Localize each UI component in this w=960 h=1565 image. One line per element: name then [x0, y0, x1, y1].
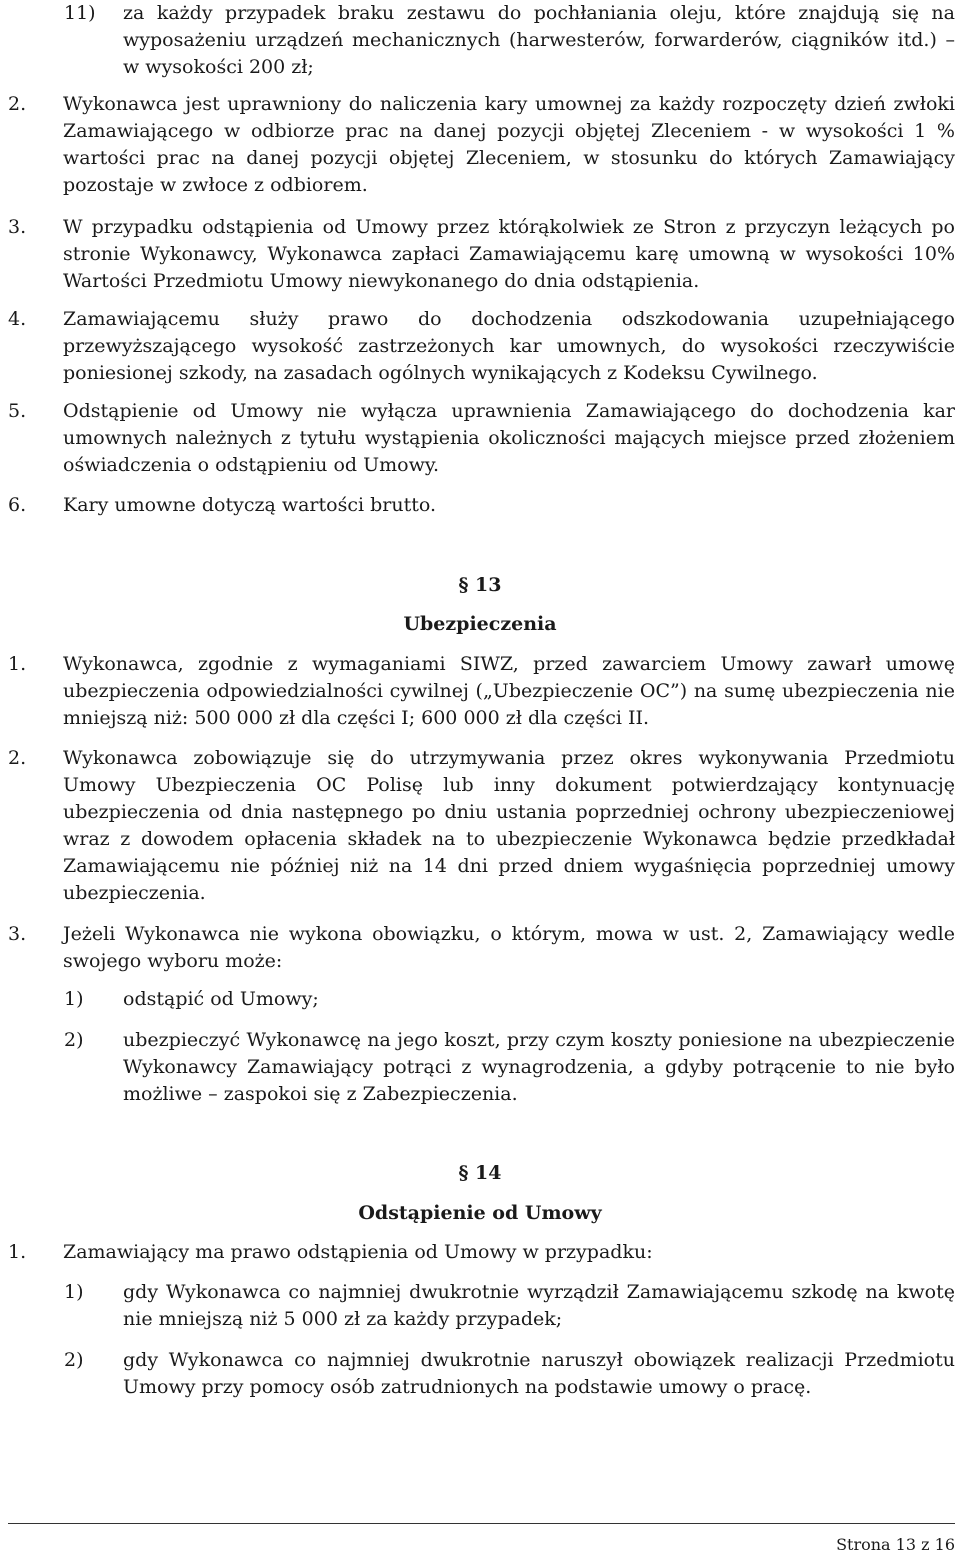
list-number: 3.	[8, 216, 27, 238]
page-number: Strona 13 z 16	[836, 1535, 955, 1554]
section-13-title: Ubezpieczenia	[403, 613, 557, 635]
penalty-item-11	[64, 0, 955, 81]
list-number: 3.	[8, 923, 27, 945]
section-14-item-1	[0, 1239, 955, 1266]
paragraph-text: Zamawiający ma prawo odstąpienia od Umowy w przypadku:	[63, 1241, 653, 1263]
paragraph-text: Wykonawca jest uprawniony do naliczenia kary umownej za każdy rozpoczęty dzień zwłoki Zamawiającego w odbiorze prac na danej pozycji objętej Zleceniem - w wysokości 1 % wartości prac na danej pozycji objętej Zleceniem, w stosunku do których Zamawiający pozostaje w zwłoce z odbiorem.	[63, 93, 955, 196]
section-14-subitem-1	[64, 1279, 955, 1333]
list-number: 2)	[64, 1349, 84, 1371]
section-13-item-2	[0, 745, 955, 907]
paragraph-text: Kary umowne dotyczą wartości brutto.	[63, 494, 436, 516]
list-number: 2.	[8, 747, 27, 769]
list-number: 1)	[64, 988, 84, 1010]
paragraph-text: Zamawiającemu służy prawo do dochodzenia odszkodowania uzupełniającego przewyższającego wysokość zastrzeżonych kar umownych, do wysokości rzeczywiście poniesionej szkody, na zasadach ogólnych wynikających z Kodeksu Cywilnego.	[63, 308, 955, 384]
paragraph-text: za każdy przypadek braku zestawu do pochłaniania oleju, które znajdują się na wyposażeniu urządzeń mechanicznych (harwesterów, forwarderów, ciągników itd.) – w wysokości 200 zł;	[123, 2, 955, 78]
paragraph-6	[0, 492, 955, 519]
section-13-subitem-1	[64, 986, 955, 1013]
paragraph-text: Odstąpienie od Umowy nie wyłącza uprawnienia Zamawiającego do dochodzenia kar umownych należnych z tytułu wystąpienia okoliczności mających miejsce przed złożeniem oświadczenia o odstąpieniu od Umowy.	[63, 400, 955, 476]
section-14-number: § 14	[458, 1162, 502, 1184]
list-number: 2)	[64, 1029, 84, 1051]
list-number: 1.	[8, 653, 27, 675]
list-number: 11)	[64, 2, 96, 24]
paragraph-text: Wykonawca zobowiązuje się do utrzymywania przez okres wykonywania Przedmiotu Umowy Ubezpieczenia OC Polisę lub inny dokument potwierdzający kontynuację ubezpieczenia od dnia następnego po dniu ustania poprzedniej ochrony ubezpieczeniowej wraz z dowodem opłacenia składek na to ubezpieczenie Wykonawca będzie przedkładał Zamawiającemu nie później niż na 14 dni przed dniem wygaśnięcia poprzedniej umowy ubezpieczenia.	[63, 747, 955, 904]
list-number: 6.	[8, 494, 27, 516]
section-13-item-1	[0, 651, 955, 732]
section-14-subitem-2	[64, 1347, 955, 1401]
list-number: 4.	[8, 308, 27, 330]
list-number: 5.	[8, 400, 27, 422]
paragraph-text: Jeżeli Wykonawca nie wykona obowiązku, o którym, mowa w ust. 2, Zamawiający wedle swojego wyboru może:	[63, 923, 955, 972]
paragraph-5	[0, 398, 955, 479]
section-13-subitem-2	[64, 1027, 955, 1108]
section-13-number: § 13	[458, 574, 502, 596]
paragraph-text: gdy Wykonawca co najmniej dwukrotnie naruszył obowiązek realizacji Przedmiotu Umowy przy pomocy osób zatrudnionych na podstawie umowy o pracę.	[123, 1349, 955, 1398]
paragraph-text: W przypadku odstąpienia od Umowy przez którąkolwiek ze Stron z przyczyn leżących po stronie Wykonawcy, Wykonawca zapłaci Zamawiającemu karę umowną w wysokości 10% Wartości Przedmiotu Umowy niewykonanego do dnia odstąpienia.	[63, 216, 955, 292]
footer-divider	[8, 1523, 955, 1524]
paragraph-text: ubezpieczyć Wykonawcę na jego koszt, przy czym koszty poniesione na ubezpieczenie Wykonawcy Zamawiający potrąci z wynagrodzenia, a gdyby potrącenie to nie było możliwe – zaspokoi się z Zabezpieczenia.	[123, 1029, 955, 1105]
paragraph-2	[0, 91, 955, 199]
list-number: 1)	[64, 1281, 84, 1303]
paragraph-text: gdy Wykonawca co najmniej dwukrotnie wyrządził Zamawiającemu szkodę na kwotę nie mniejszą niż 5 000 zł za każdy przypadek;	[123, 1281, 955, 1330]
paragraph-3	[0, 214, 955, 295]
section-14-title: Odstąpienie od Umowy	[358, 1202, 602, 1224]
section-13-item-3	[0, 921, 955, 975]
list-number: 1.	[8, 1241, 27, 1263]
paragraph-4	[0, 306, 955, 387]
paragraph-text: Wykonawca, zgodnie z wymaganiami SIWZ, przed zawarciem Umowy zawarł umowę ubezpieczenia odpowiedzialności cywilnej („Ubezpieczenie OC”) na sumę ubezpieczenia nie mniejszą niż: 500 000 zł dla części I; 600 000 zł dla części II.	[63, 653, 955, 729]
paragraph-text: odstąpić od Umowy;	[123, 988, 319, 1010]
list-number: 2.	[8, 93, 27, 115]
